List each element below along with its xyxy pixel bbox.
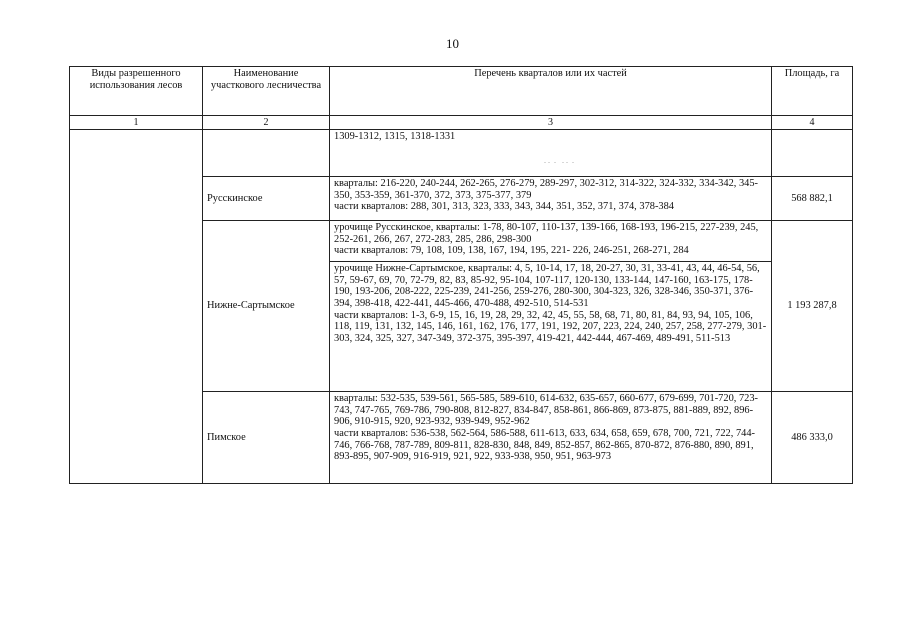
quarter-parts-text: части кварталов: 1-3, 6-9, 15, 16, 19, 28, 29, 32, 42, 45, 55, 58, 68, 71, 80, 81, 84, 93, 94, 105, 106, 118, 119, 131, 132, 145, 146, 161, 162, 176, 177, 191, 192, 207, 223, 224, 240, 257, 258, 277-279, 301-303, 324, 325, 327, 347-349, 372-375, 395-397, 419-421, 442-444, 467-469, 489-491, 511-513 bbox=[334, 309, 767, 344]
forestry-name-cell: Русскинское bbox=[203, 177, 330, 221]
forestry-name-cell: Нижне-Сартымское bbox=[203, 221, 330, 392]
header-row bbox=[70, 67, 853, 116]
header-area: Площадь, га bbox=[772, 67, 853, 116]
quarters-text: кварталы: 216-220, 240-244, 262-265, 276-279, 289-297, 302-312, 314-322, 324-332, 334-342, 345-350, 353-359, 361-370, 372, 373, 375-377, 379 bbox=[334, 178, 759, 201]
quarter-parts-text: части кварталов: 79, 108, 109, 138, 167, 194, 195, 221- 226, 246-251, 268-271, 284 bbox=[334, 245, 689, 257]
quarter-parts-text: части кварталов: 288, 301, 313, 323, 333, 343, 344, 351, 352, 371, 374, 378-384 bbox=[334, 201, 675, 213]
column-number: 3 bbox=[330, 116, 772, 130]
table-row bbox=[70, 130, 853, 177]
quarters-cell bbox=[330, 392, 772, 484]
quarters-cell bbox=[330, 221, 772, 262]
scan-artifact: . . . . . . bbox=[544, 155, 574, 165]
header-quarters-list: Перечень кварталов или их частей bbox=[330, 67, 772, 116]
quarters-cell bbox=[330, 177, 772, 221]
area-cell: 486 333,0 bbox=[772, 392, 853, 484]
header-usage-type: Виды разрешенного использования лесов bbox=[70, 67, 203, 116]
quarters-text: урочище Русскинское, кварталы: 1-78, 80-107, 110-137, 139-166, 168-193, 196-215, 227-239, 245, 252-261, 266, 267, 272-283, 285, 286, 298-300 bbox=[334, 222, 761, 245]
area-cell bbox=[772, 130, 853, 177]
column-number-row bbox=[70, 116, 853, 130]
header-forestry-name: Наименование участкового лесничества bbox=[203, 67, 330, 116]
column-number: 2 bbox=[203, 116, 330, 130]
quarters-table bbox=[69, 66, 853, 484]
usage-type-cell bbox=[70, 130, 203, 484]
quarters-text: 1309-1312, 1315, 1318-1331 bbox=[334, 131, 456, 142]
forestry-name-cell: Пимское bbox=[203, 392, 330, 484]
area-cell: 1 193 287,8 bbox=[772, 221, 853, 392]
page-number: 10 bbox=[446, 36, 459, 51]
quarter-parts-text: части кварталов: 536-538, 562-564, 586-588, 611-613, 633, 634, 658, 659, 678, 700, 721, 722, 744-746, 766-768, 787-789, 809-811, 828-830, 848, 849, 852-857, 862-865, 870-872, 876-880, 890, 891, 893-895, 907-909, 916-919, 921, 922, 933-938, 950, 951, 963-973 bbox=[334, 427, 757, 463]
area-cell: 568 882,1 bbox=[772, 177, 853, 221]
quarters-cell bbox=[330, 262, 772, 392]
quarters-text: урочище Нижне-Сартымское, кварталы: 4, 5, 10-14, 17, 18, 20-27, 30, 31, 33-41, 43, 44, 46-54, 56, 57, 59-67, 69, 70, 72-79, 82, 83, 85-92, 95-104, 107-117, 120-130, 133-144, 147-160, 163-175, 178-190, 193-206, 208-222, 225-239, 241-256, 259-276, 280-300, 304-323, 326, 328-346, 350-371, 376-394, 398-418, 422-441, 445-466, 470-488, 492-510, 514-531 bbox=[334, 263, 763, 309]
column-number: 1 bbox=[70, 116, 203, 130]
quarters-cell bbox=[330, 130, 772, 177]
forestry-name-cell bbox=[203, 130, 330, 177]
quarters-text: кварталы: 532-535, 539-561, 565-585, 589-610, 614-632, 635-657, 660-677, 679-699, 701-720, 723-743, 747-765, 769-786, 790-808, 812-827, 834-847, 858-861, 866-869, 873-875, 881-889, 892, 896-906, 910-915, 920, 923-932, 939-949, 952-962 bbox=[334, 393, 759, 428]
column-number: 4 bbox=[772, 116, 853, 130]
